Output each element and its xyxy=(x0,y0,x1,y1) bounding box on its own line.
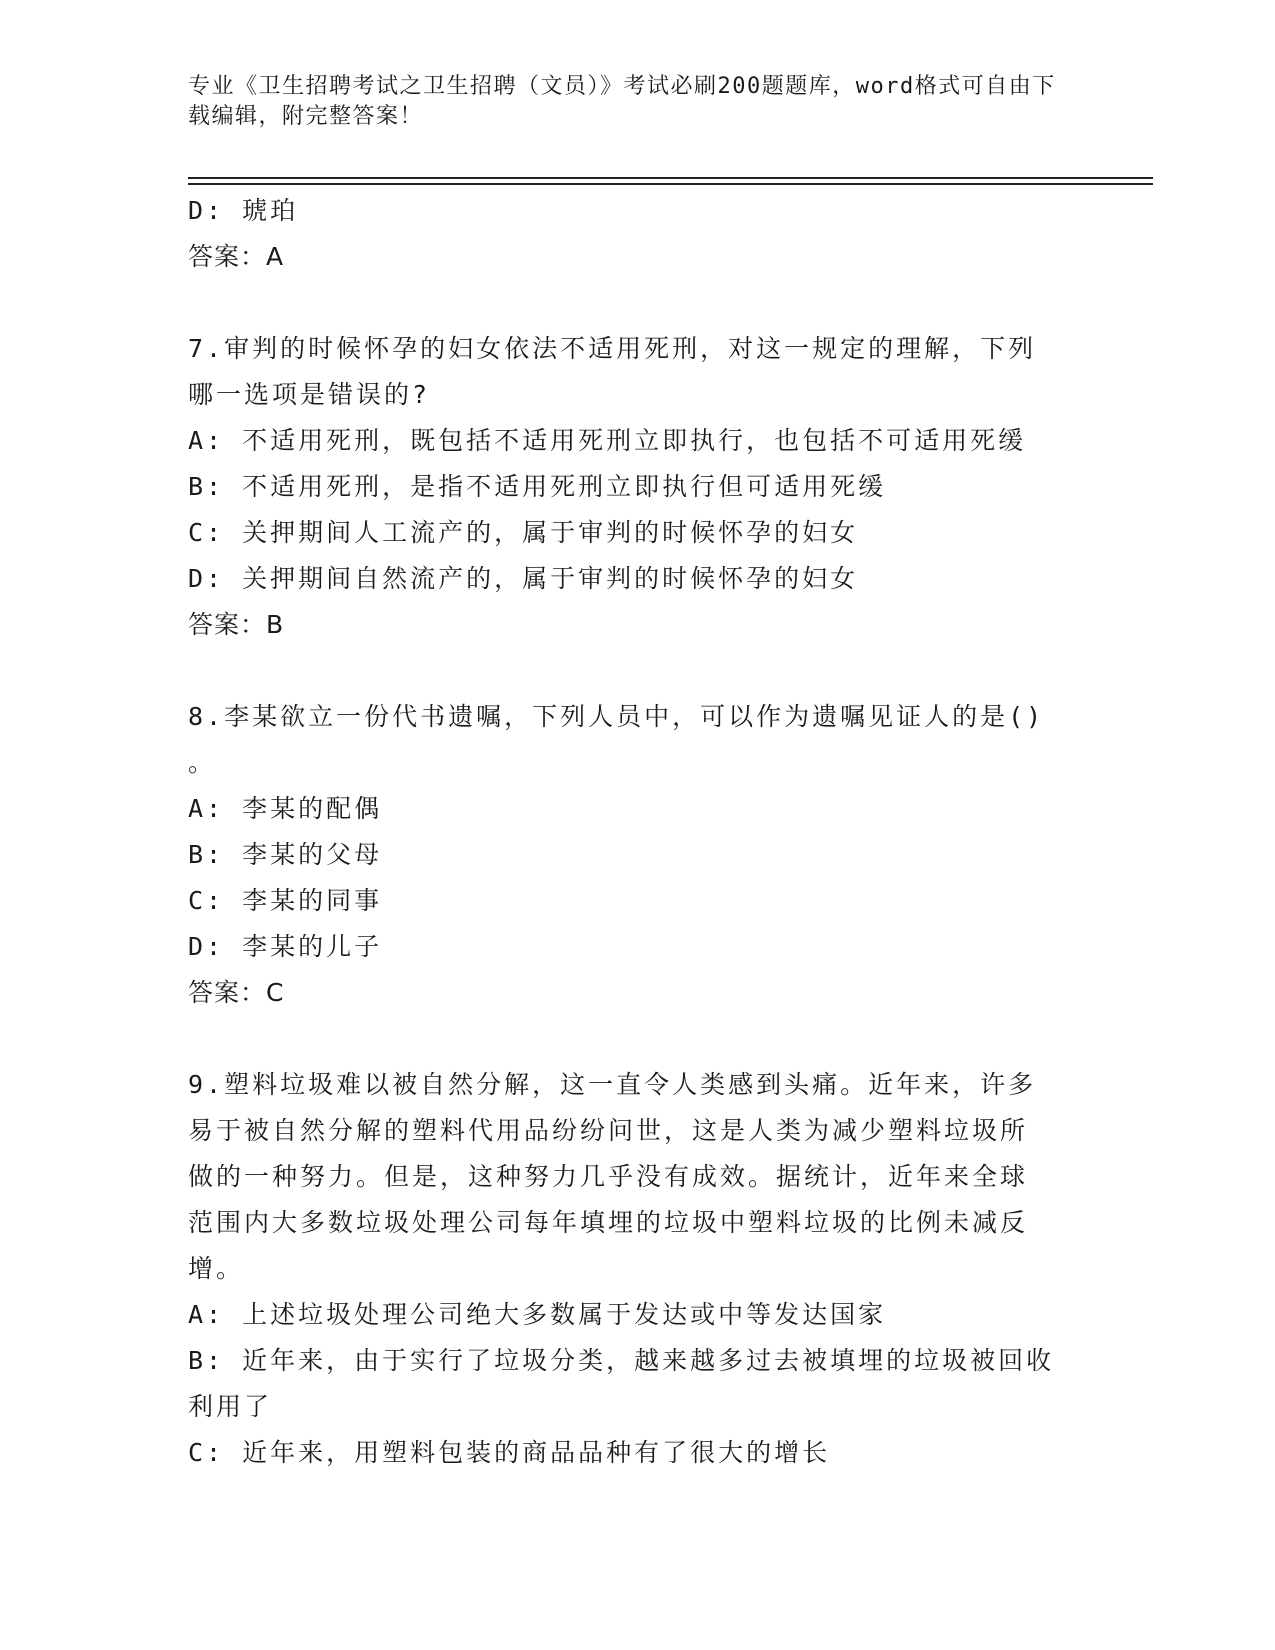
q7-stem-line-2: 哪一选项是错误的? xyxy=(188,380,431,409)
q8-option-c: C: 李某的同事 xyxy=(188,886,383,915)
q7-answer: 答案：B xyxy=(188,610,285,639)
q8-option-b: B: 李某的父母 xyxy=(188,840,383,869)
q9-stem-line-1: 9.塑料垃圾难以被自然分解，这一直令人类感到头痛。近年来，许多 xyxy=(188,1070,1037,1099)
q6-option-d: D: 琥珀 xyxy=(188,196,299,225)
q8-option-d: D: 李某的儿子 xyxy=(188,932,383,961)
q9-option-a: A: 上述垃圾处理公司绝大多数属于发达或中等发达国家 xyxy=(188,1300,887,1329)
document-header: 专业《卫生招聘考试之卫生招聘（文员）》考试必刷200题题库，word格式可自由下载编辑，附完整答案！ xyxy=(188,74,1056,129)
spacer xyxy=(188,648,1068,694)
q9-stem-line-2: 易于被自然分解的塑料代用品纷纷问世，这是人类为减少塑料垃圾所 xyxy=(188,1116,1029,1145)
q9-stem-line-5: 增。 xyxy=(188,1254,245,1283)
q7-option-d: D: 关押期间自然流产的，属于审判的时候怀孕的妇女 xyxy=(188,564,859,593)
q7-option-b: B: 不适用死刑，是指不适用死刑立即执行但可适用死缓 xyxy=(188,472,887,501)
q8-stem-line-1: 8.李某欲立一份代书遗嘱，下列人员中，可以作为遗嘱见证人的是() xyxy=(188,702,1045,731)
q9-option-b-line-1: B: 近年来，由于实行了垃圾分类，越来越多过去被填埋的垃圾被回收 xyxy=(188,1346,1055,1375)
q9-option-c: C: 近年来，用塑料包装的商品品种有了很大的增长 xyxy=(188,1438,831,1467)
q8-stem-line-2: 。 xyxy=(188,748,217,777)
q8-answer: 答案：C xyxy=(188,978,285,1007)
q9-option-b-line-2: 利用了 xyxy=(188,1392,273,1421)
header-rule-top xyxy=(188,177,1153,179)
q9-stem-line-4: 范围内大多数垃圾处理公司每年填埋的垃圾中塑料垃圾的比例未减反 xyxy=(188,1208,1029,1237)
q6-answer: 答案：A xyxy=(188,242,285,271)
spacer xyxy=(188,280,1068,326)
q7-option-a: A: 不适用死刑，既包括不适用死刑立即执行，也包括不可适用死缓 xyxy=(188,426,1027,455)
q9-stem-line-3: 做的一种努力。但是，这种努力几乎没有成效。据统计，近年来全球 xyxy=(188,1162,1029,1191)
q7-option-c: C: 关押期间人工流产的，属于审判的时候怀孕的妇女 xyxy=(188,518,859,547)
q7-stem-line-1: 7.审判的时候怀孕的妇女依法不适用死刑，对这一规定的理解，下列 xyxy=(188,334,1037,363)
header-rule-bottom xyxy=(188,183,1153,185)
spacer xyxy=(188,1016,1068,1062)
document-body xyxy=(188,188,1068,1476)
q8-option-a: A: 李某的配偶 xyxy=(188,794,383,823)
